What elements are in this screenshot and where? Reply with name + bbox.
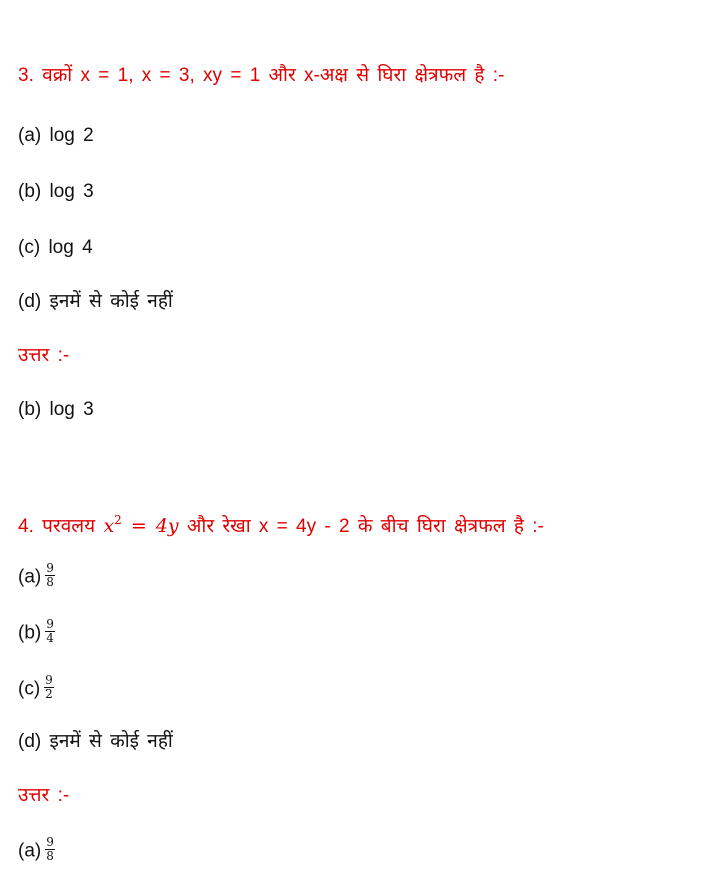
option-text: log 4 [48,237,93,258]
question-4-suffix: और रेखा x = 4y - 2 के बीच घिरा क्षेत्रफल है :- [186,516,544,537]
equation-exponent: 2 [114,513,122,527]
fraction-numerator: 9 [46,617,54,631]
answer-label: (a) [18,840,42,862]
equation-rest: = 4y [121,515,179,537]
q4-option-b [18,617,55,647]
fraction-denominator: 8 [46,575,54,589]
option-fraction [45,618,55,645]
option-label: (c) [18,237,41,258]
fraction-denominator: 2 [45,687,53,701]
question-3: 3. वक्रों x = 1, x = 3, xy = 1 और x-अक्ष से घिरा क्षेत्रफल है :- [18,65,505,86]
option-fraction [45,562,55,589]
option-text: log 2 [49,125,94,146]
option-label: (d) [18,291,42,312]
answer-fraction [45,836,55,863]
q3-option-a [18,124,94,148]
option-label: (a) [18,566,42,588]
q3-option-c [18,236,93,260]
fraction-numerator: 9 [46,561,54,575]
option-text: log 3 [49,181,94,202]
question-4-equation [103,515,178,537]
option-label: (a) [18,125,42,146]
q3-option-b [18,180,94,204]
fraction-numerator: 9 [45,673,53,687]
option-text: इनमें से कोई नहीं [49,291,173,312]
option-fraction [44,674,54,701]
answer-text: log 3 [49,399,94,420]
answer-label: (b) [18,399,42,420]
q3-option-d [18,290,173,314]
fraction-denominator: 4 [46,631,54,645]
option-label: (b) [18,181,42,202]
q4-option-d [18,730,173,754]
equation-base: x [103,515,115,537]
fraction-denominator: 8 [46,849,54,863]
q3-answer [18,398,94,422]
option-label: (b) [18,622,42,644]
question-4 [18,508,544,539]
q4-answer-heading: उत्तर :- [18,785,70,806]
fraction-numerator: 9 [46,835,54,849]
option-label: (d) [18,731,42,752]
question-4-prefix: 4. परवलय [18,516,96,537]
q4-option-a [18,561,55,591]
option-text: इनमें से कोई नहीं [49,731,173,752]
q4-answer [18,835,55,865]
option-label: (c) [18,678,41,700]
q3-answer-heading: उत्तर :- [18,345,70,366]
q4-option-c [18,673,54,703]
